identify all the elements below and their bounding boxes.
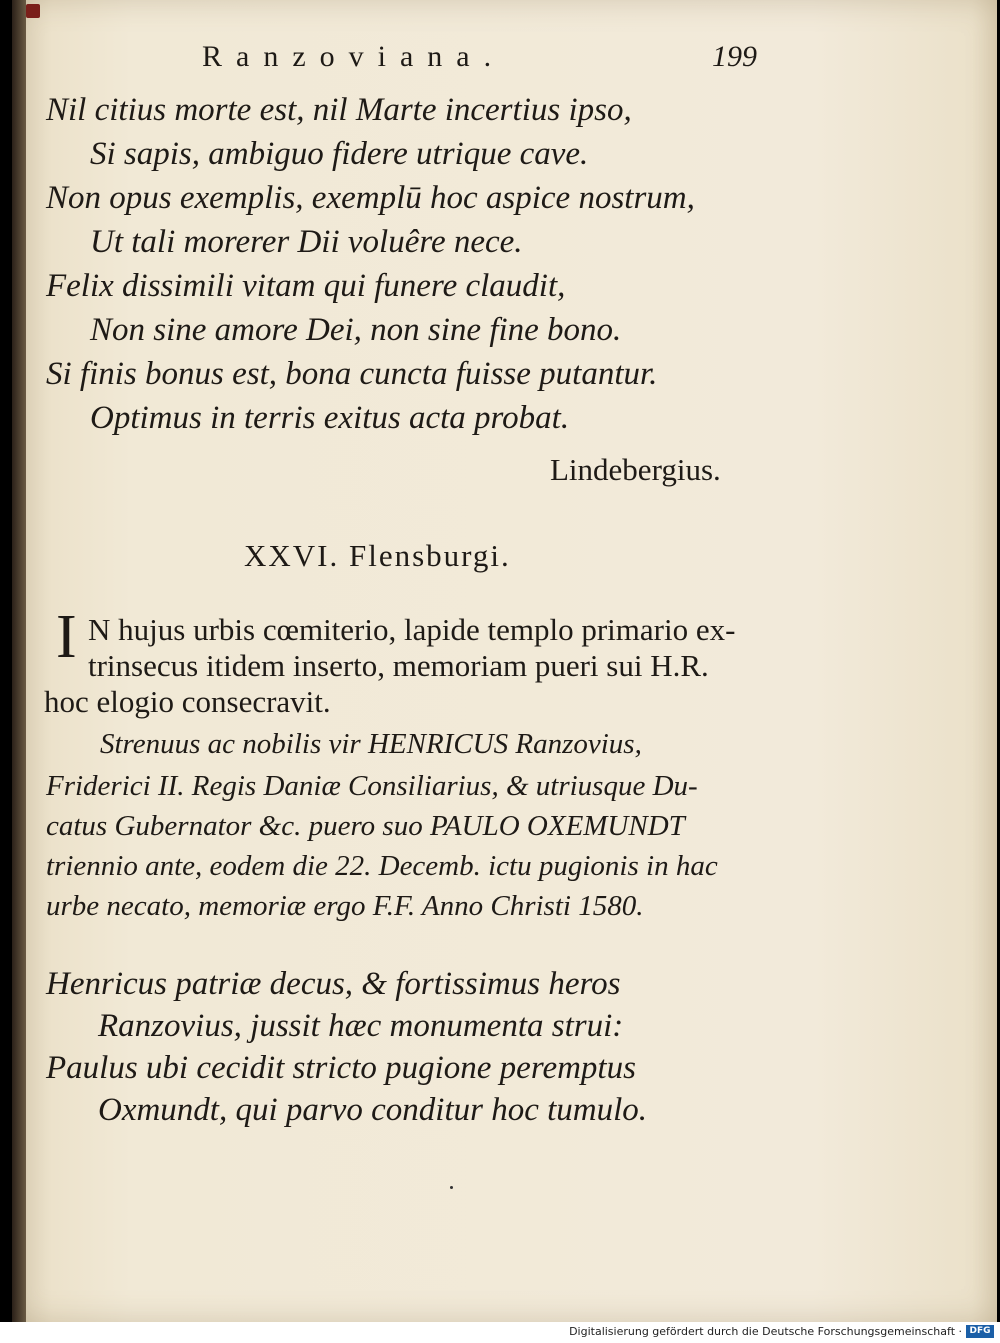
poem2-line-1: Henricus patriæ decus, & fortissimus heros bbox=[46, 966, 621, 1002]
poem1-line-1: Nil citius morte est, nil Marte incertius ipso, bbox=[46, 92, 632, 128]
inscription-line-2: Friderici II. Regis Daniæ Consiliarius, & utriusque Du- bbox=[46, 770, 698, 802]
page-gutter bbox=[12, 0, 26, 1322]
ink-speck bbox=[450, 1186, 453, 1189]
poem2-line-4: Oxmundt, qui parvo conditur hoc tumulo. bbox=[98, 1092, 648, 1128]
inscription-line-1: Strenuus ac nobilis vir HENRICUS Ranzovius, bbox=[100, 728, 642, 760]
poem1-line-2: Si sapis, ambiguo fidere utrique cave. bbox=[90, 136, 589, 172]
section-heading: XXVI. Flensburgi. bbox=[244, 538, 511, 573]
inscription-line-4: triennio ante, eodem die 22. Decemb. ictu pugionis in hac bbox=[46, 850, 718, 882]
poem1-line-5: Felix dissimili vitam qui funere claudit, bbox=[46, 268, 566, 304]
prose-line-1: N hujus urbis cœmiterio, lapide templo primario ex- bbox=[88, 612, 736, 647]
footer-credit: Digitalisierung gefördert durch die Deutsche Forschungsgemeinschaft · bbox=[569, 1325, 962, 1338]
drop-cap: I bbox=[56, 603, 77, 671]
inscription-line-3: catus Gubernator &c. puero suo PAULO OXEMUNDT bbox=[46, 810, 685, 842]
poem2-line-2: Ranzovius, jussit hæc monumenta strui: bbox=[98, 1008, 624, 1044]
page-number: 199 bbox=[712, 40, 757, 73]
prose-line-3: hoc elogio consecravit. bbox=[44, 684, 331, 719]
page-marker bbox=[26, 4, 40, 18]
poem1-line-8: Optimus in terris exitus acta probat. bbox=[90, 400, 570, 436]
poem2-line-3: Paulus ubi cecidit stricto pugione peremptus bbox=[46, 1050, 636, 1086]
poem1-line-6: Non sine amore Dei, non sine fine bono. bbox=[90, 312, 622, 348]
book-page bbox=[12, 0, 997, 1322]
poem1-line-7: Si finis bonus est, bona cuncta fuisse putantur. bbox=[46, 356, 658, 392]
poem1-line-4: Ut tali morerer Dii voluêre nece. bbox=[90, 224, 523, 260]
running-title: Ranzoviana. bbox=[202, 40, 506, 73]
poem1-line-3: Non opus exemplis, exemplū hoc aspice nostrum, bbox=[46, 180, 695, 216]
prose-line-2: trinsecus itidem inserto, memoriam pueri sui H.R. bbox=[88, 648, 709, 683]
dfg-logo: DFG bbox=[966, 1325, 994, 1338]
signature: Lindebergius. bbox=[550, 452, 721, 487]
inscription-line-5: urbe necato, memoriæ ergo F.F. Anno Christi 1580. bbox=[46, 890, 644, 922]
